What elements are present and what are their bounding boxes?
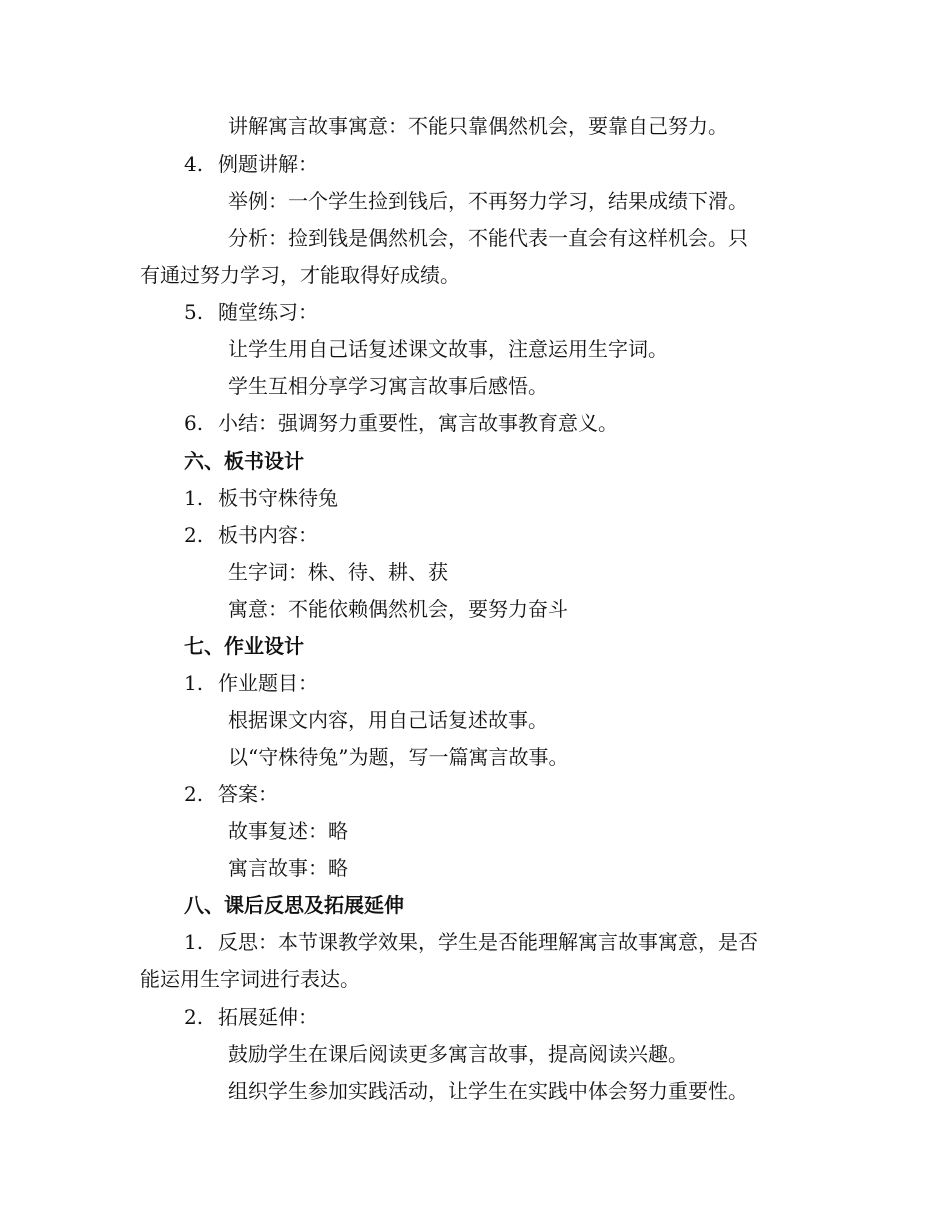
list-number: 2. [184,523,204,547]
paragraph-moral-explanation: 讲解寓言故事寓意：不能只靠偶然机会，要靠自己努力。 [228,114,728,138]
list-number: 2. [184,1005,204,1029]
paragraph-answer-1: 故事复述：略 [228,819,348,843]
paragraph-extension-2: 组织学生参加实践活动，让学生在实践中体会努力重要性。 [228,1079,748,1103]
paragraph-analysis-line1: 分析：捡到钱是偶然机会，不能代表一直会有这样机会。只 [228,226,748,250]
list-item-2 [0,523,950,547]
list-item-label: 小结：强调努力重要性，寓言故事教育意义。 [218,411,618,435]
paragraph-homework-2: 以“守株待兔”为题，写一篇寓言故事。 [228,745,569,769]
paragraph-practice-2: 学生互相分享学习寓言故事后感悟。 [228,374,548,398]
list-item-1 [0,930,950,954]
list-item-6 [0,411,950,435]
list-item-2 [0,782,950,806]
list-item-1 [0,671,950,695]
paragraph-extension-1: 鼓励学生在课后阅读更多寓言故事，提高阅读兴趣。 [228,1042,688,1066]
paragraph-homework-1: 根据课文内容，用自己话复述故事。 [228,708,548,732]
list-item-label: 作业题目： [218,671,318,695]
paragraph-example: 举例：一个学生捡到钱后，不再努力学习，结果成绩下滑。 [228,189,748,213]
list-item-4 [0,152,950,176]
paragraph-new-words: 生字词：株、待、耕、获 [228,560,448,584]
list-number: 2. [184,782,204,806]
list-item-label: 随堂练习： [218,300,318,324]
list-item-label: 板书内容： [218,523,318,547]
list-item-label: 答案： [218,782,278,806]
paragraph-reflection-line2: 能运用生字词进行表达。 [140,967,360,991]
section-heading-homework-design: 七、作业设计 [184,634,304,658]
paragraph-answer-2: 寓言故事：略 [228,856,348,880]
list-number: 1. [184,930,204,954]
list-number: 6. [184,411,204,435]
paragraph-practice-1: 让学生用自己话复述课文故事，注意运用生字词。 [228,337,668,361]
list-item-label: 例题讲解： [218,152,318,176]
list-item-5 [0,300,950,324]
section-heading-blackboard-design: 六、板书设计 [184,449,304,473]
list-item-2 [0,1005,950,1029]
paragraph-moral: 寓意：不能依赖偶然机会，要努力奋斗 [228,597,568,621]
list-number: 1. [184,671,204,695]
list-item-label: 反思：本节课教学效果，学生是否能理解寓言故事寓意，是否 [218,930,758,954]
list-item-1 [0,486,950,510]
list-number: 1. [184,486,204,510]
list-number: 4. [184,152,204,176]
paragraph-analysis-line2: 有通过努力学习，才能取得好成绩。 [140,263,460,287]
list-number: 5. [184,300,204,324]
list-item-label: 板书守株待兔 [218,486,338,510]
list-item-label: 拓展延伸： [218,1005,318,1029]
section-heading-reflection-extension: 八、课后反思及拓展延伸 [184,893,404,917]
